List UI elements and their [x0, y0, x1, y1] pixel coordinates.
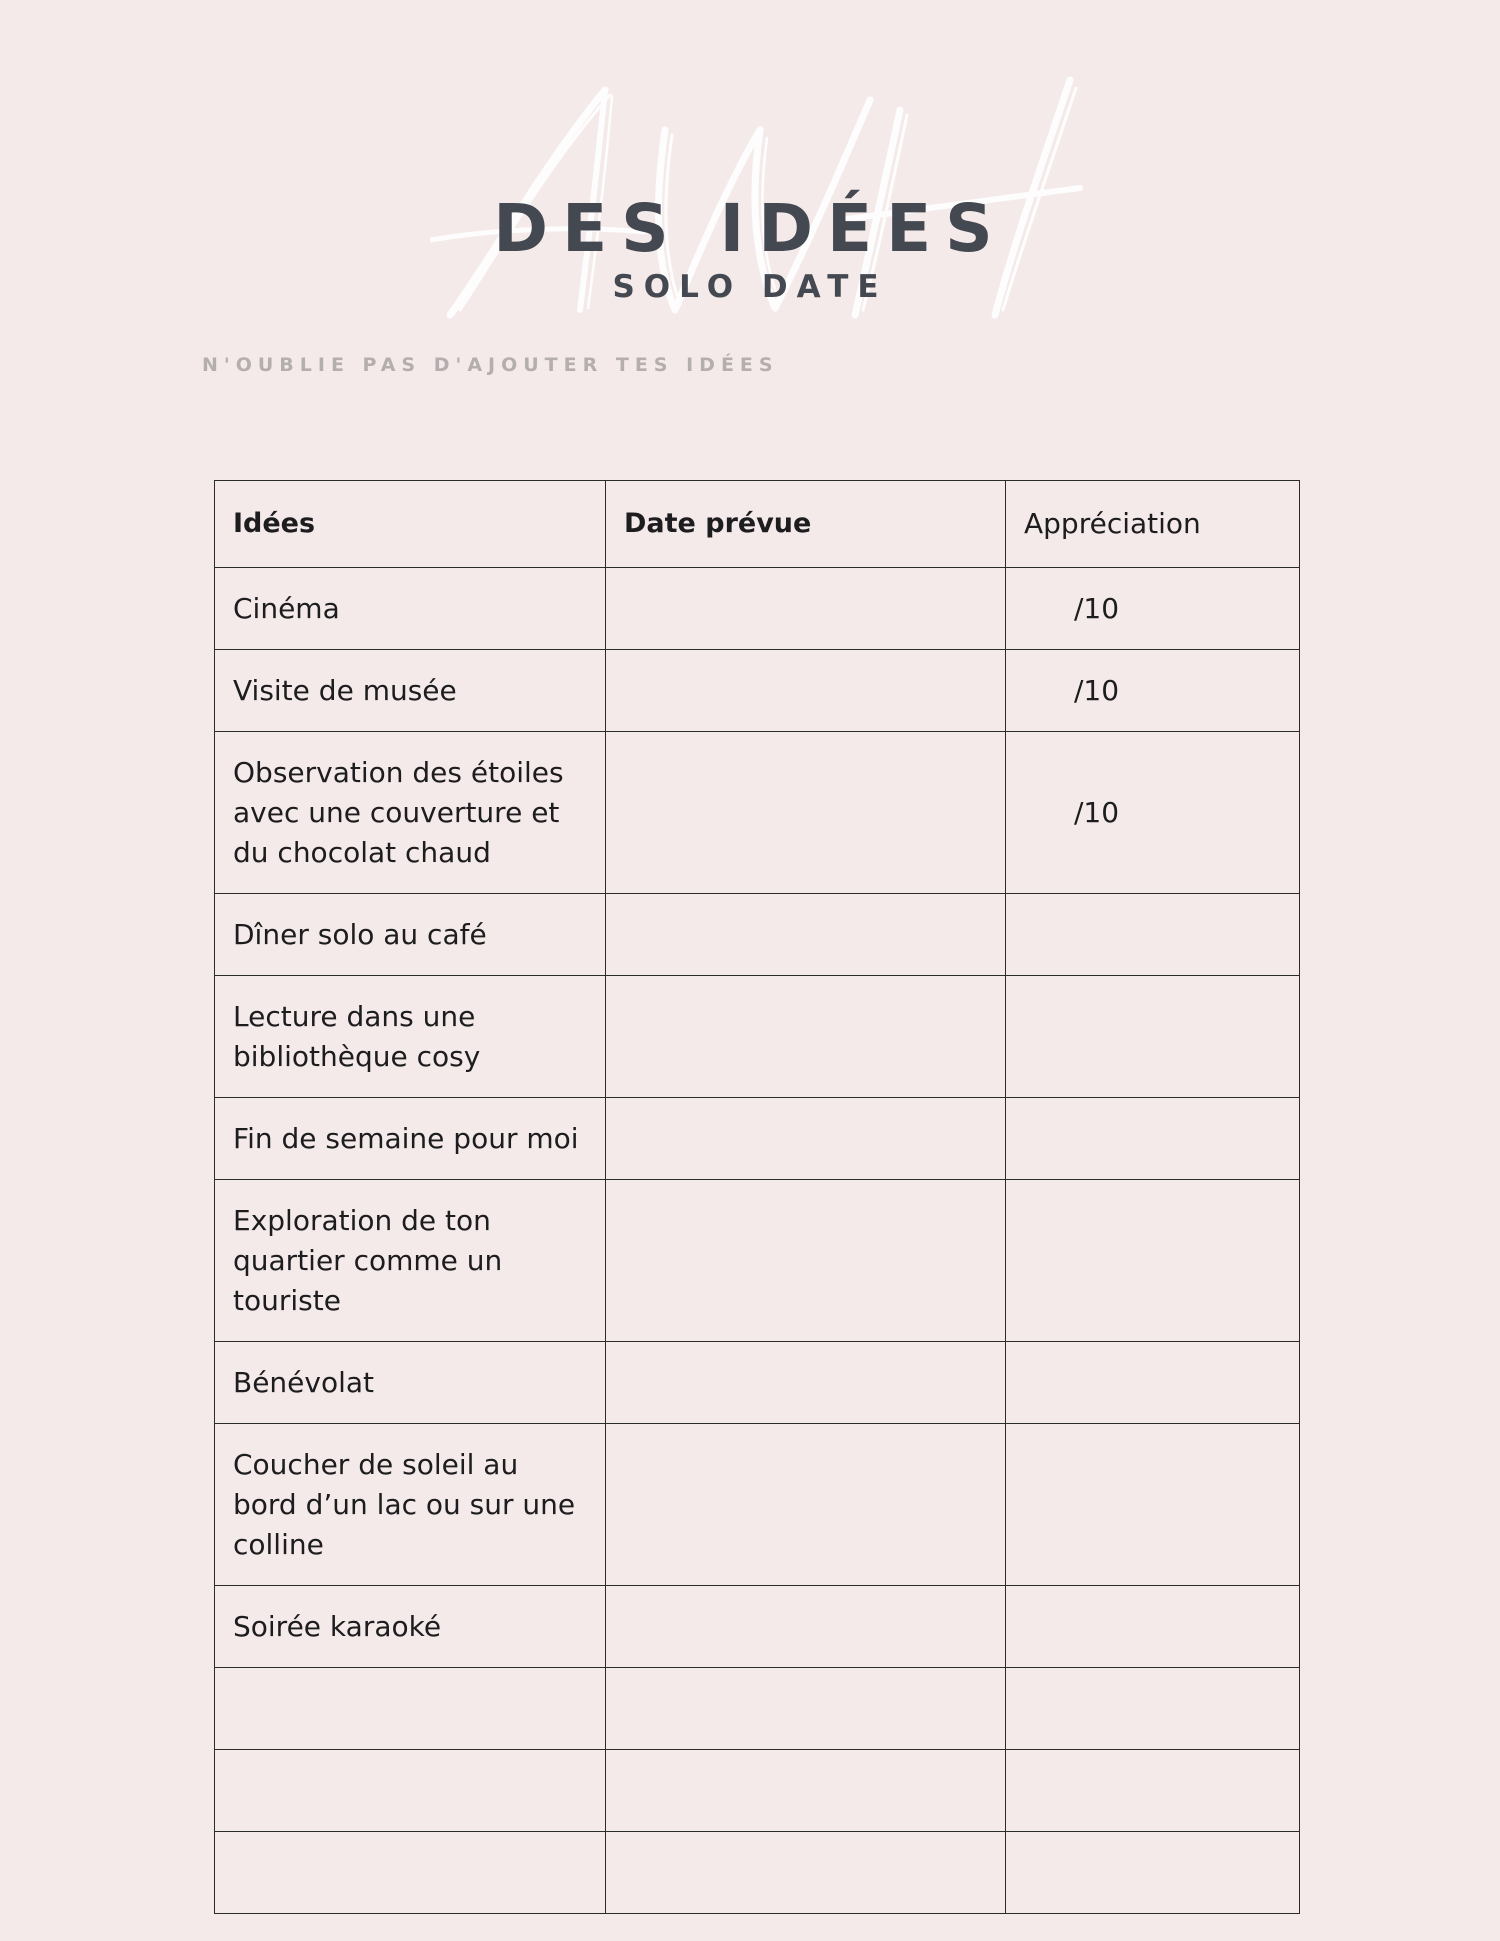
date-cell[interactable]: [606, 894, 1006, 976]
idea-cell: Coucher de soleil au bord d’un lac ou sur une colline: [215, 1424, 606, 1586]
rating-cell[interactable]: /10: [1006, 568, 1300, 650]
rating-cell[interactable]: [1006, 976, 1300, 1098]
idea-cell: Visite de musée: [215, 650, 606, 732]
idea-cell: Dîner solo au café: [215, 894, 606, 976]
table-row: [215, 976, 1300, 1098]
idea-cell: Soirée karaoké: [215, 1586, 606, 1668]
date-cell[interactable]: [606, 1342, 1006, 1424]
table-row: [215, 1424, 1300, 1586]
page-title: DES IDÉES: [493, 190, 1007, 267]
ideas-table: [214, 480, 1300, 1914]
rating-cell[interactable]: [1006, 1750, 1300, 1832]
date-cell[interactable]: [606, 568, 1006, 650]
rating-cell[interactable]: /10: [1006, 650, 1300, 732]
rating-cell[interactable]: [1006, 1342, 1300, 1424]
rating-cell[interactable]: [1006, 1098, 1300, 1180]
reminder-text: N'OUBLIE PAS D'AJOUTER TES IDÉES: [202, 354, 779, 376]
table-row: [215, 1668, 1300, 1750]
date-cell[interactable]: [606, 1668, 1006, 1750]
idea-cell: Lecture dans une bibliothèque cosy: [215, 976, 606, 1098]
column-header-date: Date prévue: [606, 481, 1006, 568]
date-cell[interactable]: [606, 1180, 1006, 1342]
date-cell[interactable]: [606, 976, 1006, 1098]
idea-cell: Cinéma: [215, 568, 606, 650]
idea-cell: Fin de semaine pour moi: [215, 1098, 606, 1180]
table-row: [215, 1750, 1300, 1832]
column-header-rating: Appréciation: [1006, 481, 1300, 568]
date-cell[interactable]: [606, 1424, 1006, 1586]
table-row: [215, 1098, 1300, 1180]
rating-cell[interactable]: [1006, 1424, 1300, 1586]
page-subtitle: SOLO DATE: [612, 269, 888, 305]
rating-cell[interactable]: /10: [1006, 732, 1300, 894]
table-row: [215, 732, 1300, 894]
table-header-row: [215, 481, 1300, 568]
table-row: [215, 1342, 1300, 1424]
rating-cell[interactable]: [1006, 1832, 1300, 1914]
date-cell[interactable]: [606, 1750, 1006, 1832]
date-cell[interactable]: [606, 1098, 1006, 1180]
idea-cell[interactable]: [215, 1832, 606, 1914]
date-cell[interactable]: [606, 650, 1006, 732]
idea-cell: Bénévolat: [215, 1342, 606, 1424]
rating-cell[interactable]: [1006, 1180, 1300, 1342]
rating-cell[interactable]: [1006, 894, 1300, 976]
rating-cell[interactable]: [1006, 1586, 1300, 1668]
table-row: [215, 894, 1300, 976]
idea-cell: Observation des étoiles avec une couverture et du chocolat chaud: [215, 732, 606, 894]
table-row: [215, 568, 1300, 650]
date-cell[interactable]: [606, 732, 1006, 894]
idea-cell: Exploration de ton quartier comme un touriste: [215, 1180, 606, 1342]
idea-cell[interactable]: [215, 1668, 606, 1750]
table-row: [215, 1586, 1300, 1668]
table-row: [215, 650, 1300, 732]
rating-cell[interactable]: [1006, 1668, 1300, 1750]
table-row: [215, 1180, 1300, 1342]
column-header-ideas: Idées: [215, 481, 606, 568]
table-row: [215, 1832, 1300, 1914]
date-cell[interactable]: [606, 1586, 1006, 1668]
idea-cell[interactable]: [215, 1750, 606, 1832]
date-cell[interactable]: [606, 1832, 1006, 1914]
